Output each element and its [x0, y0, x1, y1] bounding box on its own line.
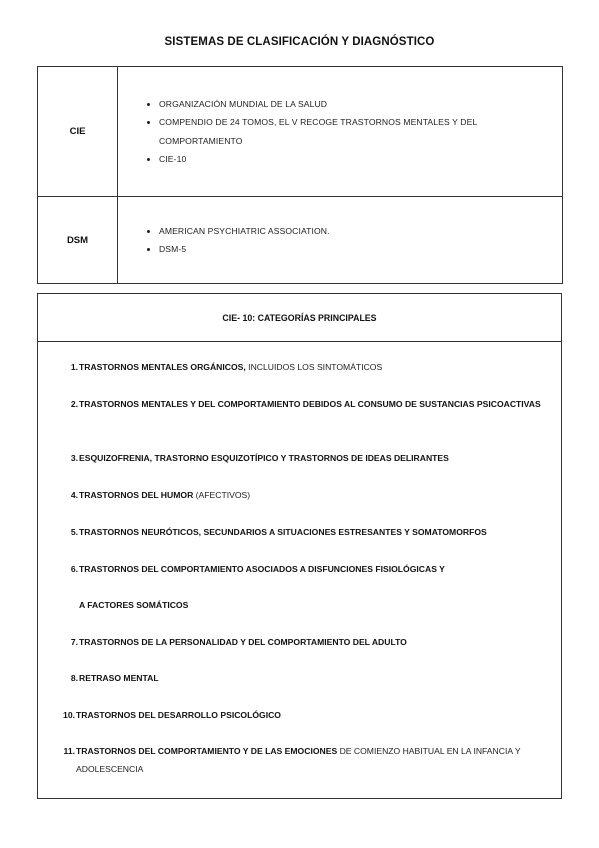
- system-key-cie: CIE: [38, 67, 118, 197]
- table-row: [38, 67, 563, 197]
- category-item: [58, 669, 557, 687]
- category-title: TRASTORNOS MENTALES Y DEL COMPORTAMIENTO DEBIDOS AL CONSUMO DE SUSTANCIAS PSICOACTIVAS: [79, 399, 541, 409]
- category-title: TRASTORNOS DEL HUMOR: [79, 490, 194, 500]
- category-number: 7.: [70, 637, 78, 647]
- list-item: • ORGANIZACIÓN MUNDIAL DE LA SALUD: [159, 95, 551, 114]
- category-number: 3.: [70, 453, 78, 463]
- category-title: TRASTORNOS DE LA PERSONALIDAD Y DEL COMPORTAMIENTO DEL ADULTO: [79, 637, 407, 647]
- category-title: TRASTORNOS MENTALES ORGÁNICOS,: [79, 362, 246, 372]
- category-title: TRASTORNOS DEL COMPORTAMIENTO Y DE LAS EMOCIONES: [76, 746, 338, 756]
- category-item: [58, 560, 557, 578]
- category-number: 10.: [63, 710, 75, 720]
- category-title: TRASTORNOS DEL DESARROLLO PSICOLÓGICO: [76, 710, 281, 720]
- category-title: TRASTORNOS NEURÓTICOS, SECUNDARIOS A SITUACIONES ESTRESANTES Y SOMATOMORFOS: [79, 527, 487, 537]
- category-item: [58, 395, 557, 413]
- category-item: [58, 358, 557, 376]
- category-item: [58, 523, 557, 541]
- system-details-cie: [118, 67, 563, 197]
- page-title: SISTEMAS DE CLASIFICACIÓN Y DIAGNÓSTICO: [164, 36, 435, 48]
- list-item: • DSM-5: [159, 240, 551, 259]
- classification-systems-table: [37, 66, 563, 284]
- list-item: • COMPENDIO DE 24 TOMOS, EL V RECOGE TRASTORNOS MENTALES Y DEL COMPORTAMIENTO: [159, 113, 551, 150]
- list-item: • AMERICAN PSYCHIATRIC ASSOCIATION.: [159, 222, 551, 241]
- category-item: [58, 486, 557, 504]
- category-title: TRASTORNOS DEL COMPORTAMIENTO ASOCIADOS A DISFUNCIONES FISIOLÓGICAS Y: [79, 564, 445, 574]
- category-number: 1.: [70, 362, 78, 372]
- system-key-dsm: DSM: [38, 197, 118, 284]
- category-continuation: A FACTORES SOMÁTICOS: [79, 600, 189, 610]
- table-row: [38, 197, 563, 284]
- category-detail: DE COMIENZO HABITUAL EN LA INFANCIA Y ADOLESCENCIA: [76, 746, 521, 774]
- category-number: 8.: [70, 673, 78, 683]
- categories-heading: CIE- 10: CATEGORÍAS PRINCIPALES: [38, 294, 561, 342]
- category-number: 5.: [70, 527, 78, 537]
- list-item: • CIE-10: [159, 150, 551, 169]
- category-title: ESQUIZOFRENIA, TRASTORNO ESQUIZOTÍPICO Y TRASTORNOS DE IDEAS DELIRANTES: [79, 453, 449, 463]
- category-item: [55, 742, 541, 778]
- system-details-dsm: [118, 197, 563, 284]
- category-title: RETRASO MENTAL: [79, 673, 159, 683]
- category-detail: (AFECTIVOS): [193, 490, 251, 500]
- category-item: [58, 633, 557, 651]
- category-number: 6.: [70, 564, 78, 574]
- categories-box: [37, 293, 562, 799]
- category-number: 4.: [70, 490, 78, 500]
- category-item: [58, 449, 557, 467]
- category-item: [55, 706, 557, 724]
- category-detail: INCLUIDOS LOS SINTOMÁTICOS: [245, 362, 383, 372]
- category-number: 11.: [63, 746, 75, 756]
- category-number: 2.: [70, 399, 78, 409]
